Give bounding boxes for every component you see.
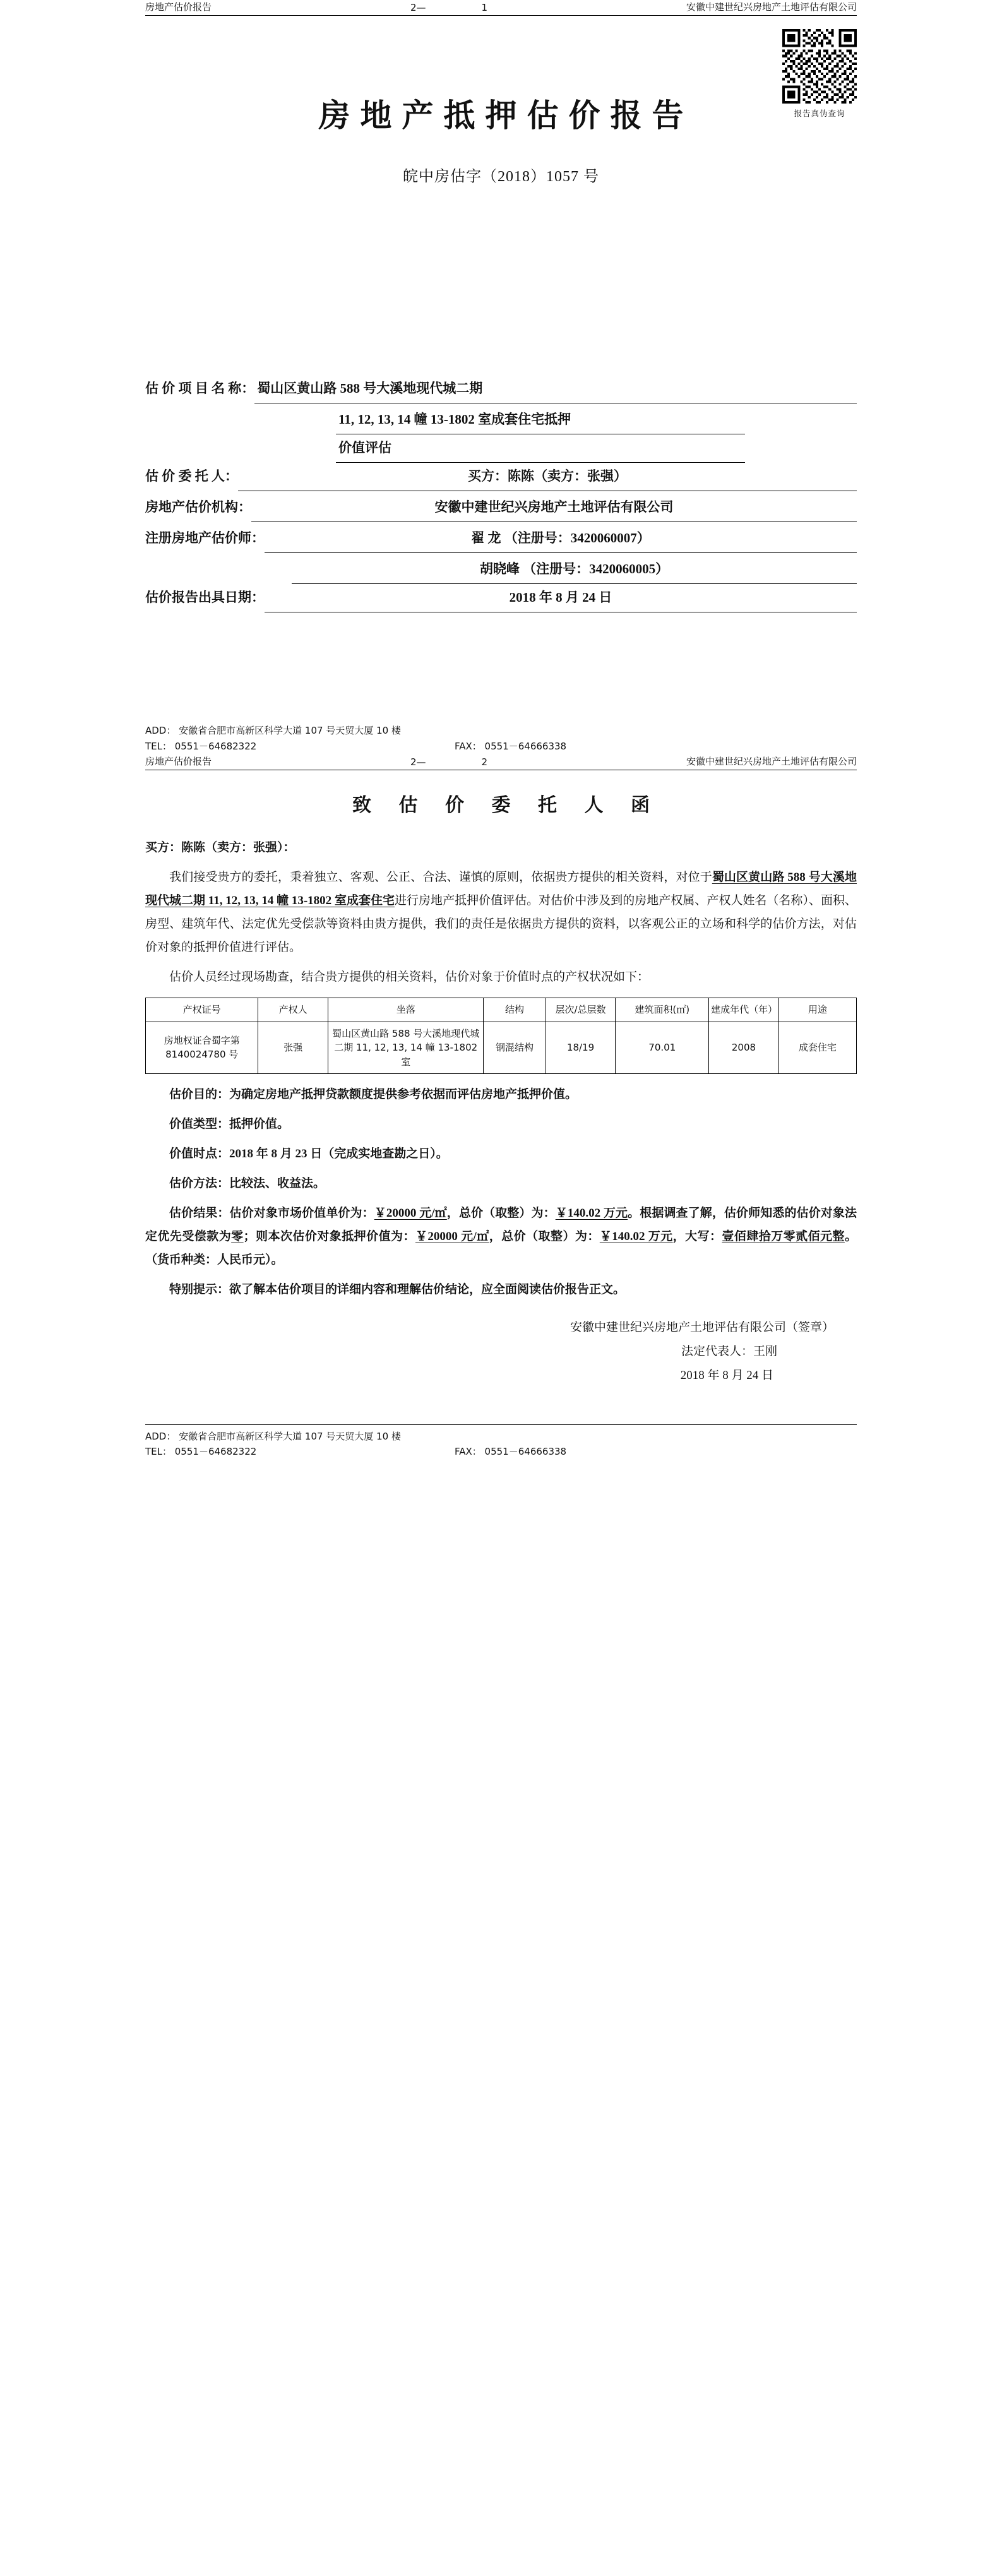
cover-field-client xyxy=(145,463,857,491)
cover-field-project-name xyxy=(145,375,857,403)
table-header-row xyxy=(146,998,857,1022)
result-t5: 抵押价值为： xyxy=(342,1230,415,1244)
td-structure: 钢混结构 xyxy=(484,1022,546,1074)
runhead-middle xyxy=(410,2,487,13)
qr-code-block xyxy=(782,29,857,119)
th-certificate-no: 产权证号 xyxy=(146,998,258,1022)
result-t7: ，大写： xyxy=(672,1230,722,1244)
item-label: 估价方法： xyxy=(169,1177,230,1191)
cover-footer xyxy=(145,723,857,754)
result-t3: 。根据调查了解，估价师知悉的估价对象法定优先受偿款为 xyxy=(145,1207,857,1244)
cover-field-value: 翟 龙 （注册号：3420060007） xyxy=(265,525,857,553)
result-mortgage-total: ￥140.02 万元 xyxy=(599,1230,673,1244)
cover-field-label: 房地产估价机构： xyxy=(145,499,251,515)
result-t8: 。（货币种类：人民币元）。 xyxy=(145,1230,857,1267)
letter-salutation: 买方：陈陈（卖方：张强）： xyxy=(145,840,295,854)
letter-special-notice xyxy=(145,1278,857,1301)
cover-report-number: 皖中房估字（2018）1057 号 xyxy=(403,169,599,185)
cover-address-block xyxy=(145,723,857,754)
letter-footer-rule xyxy=(145,1424,857,1425)
item-text: 2018 年 8 月 23 日（完成实地查勘之日）。 xyxy=(229,1147,448,1161)
letter-address: ADD： 安徽省合肥市高新区科学大道 107 号天贸大厦 10 楼 xyxy=(145,1430,401,1442)
cover-field-value: 买方：陈陈（卖方：张强） xyxy=(238,463,857,491)
letter-item-value-type xyxy=(145,1112,857,1136)
runhead-middle xyxy=(410,756,487,768)
cover-field-project-name-line3: 价值评估 xyxy=(336,434,745,463)
cover-fields xyxy=(145,375,857,612)
cover-fax: FAX： 0551－64666338 xyxy=(455,741,567,753)
signature-company: 安徽中建世纪兴房地产土地评估有限公司（签章） xyxy=(570,1320,834,1334)
th-built-year: 建成年代（年） xyxy=(709,998,779,1022)
result-label: 估价结果： xyxy=(169,1207,230,1220)
cover-field-label: 估价报告出具日期： xyxy=(145,590,265,605)
letter-running-head xyxy=(145,754,857,770)
letter-tel: TEL： 0551－64682322 xyxy=(145,1446,257,1458)
signature-date: 2018 年 8 月 24 日 xyxy=(680,1368,773,1382)
letter-address-block xyxy=(145,1429,857,1460)
item-text: 为确定房地产抵押贷款额度提供参考依据而评估房地产抵押价值。 xyxy=(229,1088,578,1102)
signature-legal-rep: 法定代表人：王刚 xyxy=(681,1344,777,1358)
runhead-page-number: 1 xyxy=(481,2,488,13)
letter-p1-part-c: 进行房地产抵押价值评估。对估价中涉及到的房地产权属、产权人姓名（名称）、面积、房型、建筑年代、法定优先受偿款等资料由贵方提供，我们的责任是依据贵方提供的资料，以客观公正的立场和科学的估价方法，对估价对象的抵押价值进行评估。 xyxy=(145,893,857,955)
item-label: 估价目的： xyxy=(169,1088,230,1102)
cover-field-label: 估 价 委 托 人： xyxy=(145,468,238,484)
runhead-page-prefix: 2— xyxy=(410,756,426,768)
runhead-page-number: 2 xyxy=(481,756,488,768)
item-text: 比较法、收益法。 xyxy=(229,1177,326,1191)
runhead-left: 房地产估价报告 xyxy=(145,755,212,767)
result-mortgage-unit-price: ￥20000 元/㎡ xyxy=(415,1230,489,1244)
letter-page xyxy=(0,754,1002,1460)
th-area: 建筑面积(㎡) xyxy=(616,998,709,1022)
letter-item-purpose xyxy=(145,1083,857,1106)
letter-item-value-date xyxy=(145,1142,857,1166)
cover-address: ADD： 安徽省合肥市高新区科学大道 107 号天贸大厦 10 楼 xyxy=(145,725,401,737)
letter-signature-block xyxy=(145,1316,857,1388)
cover-field-appraiser-1 xyxy=(145,525,857,553)
runhead-right: 安徽中建世纪兴房地产土地评估有限公司 xyxy=(686,755,857,767)
cover-field-value: 蜀山区黄山路 588 号大溪地现代城二期 xyxy=(254,375,857,403)
th-owner: 产权人 xyxy=(258,998,328,1022)
runhead-right: 安徽中建世纪兴房地产土地评估有限公司 xyxy=(686,1,857,13)
item-label: 价值类型： xyxy=(169,1118,230,1131)
letter-title: 致 估 价 委 托 人 函 xyxy=(352,794,661,816)
result-t4: ；则本次估价对象 xyxy=(243,1230,342,1244)
item-text: 抵押价值。 xyxy=(229,1118,290,1131)
result-total-price: ￥140.02 万元 xyxy=(555,1207,628,1220)
notice-label: 特别提示： xyxy=(169,1283,230,1297)
letter-item-result xyxy=(145,1202,857,1272)
result-amount-in-words: 壹佰肆拾万零贰佰元整 xyxy=(722,1230,845,1244)
td-use: 成套住宅 xyxy=(778,1022,856,1074)
result-unit-price: ￥20000 元/㎡ xyxy=(374,1207,447,1220)
result-t6: ，总价（取整）为： xyxy=(489,1230,600,1244)
td-location: 蜀山区黄山路 588 号大溪地现代城二期 11, 12, 13, 14 幢 13-1802 室 xyxy=(328,1022,484,1074)
item-label: 价值时点： xyxy=(169,1147,230,1161)
table-row xyxy=(146,1022,857,1074)
cover-tel-fax-row xyxy=(145,739,857,754)
td-built-year: 2008 xyxy=(709,1022,779,1074)
letter-p1-property: 蜀山区黄山路 588 号大溪地现代城二期 11, 12, 13, 14 幢 13-1802 室成套住宅 xyxy=(145,870,857,907)
cover-field-label: 估 价 项 目 名 称： xyxy=(145,381,255,396)
th-location: 坐落 xyxy=(328,998,484,1022)
letter-item-method xyxy=(145,1172,857,1195)
result-t2: ，总价（取整）为： xyxy=(446,1207,556,1220)
th-floor: 层次/总层数 xyxy=(546,998,616,1022)
th-use: 用途 xyxy=(778,998,856,1022)
cover-field-value: 2018 年 8 月 24 日 xyxy=(265,584,857,612)
th-structure: 结构 xyxy=(484,998,546,1022)
letter-paragraph-2: 估价人员经过现场勘查，结合贵方提供的相关资料，估价对象于价值时点的产权状况如下： xyxy=(169,970,650,984)
letter-tel-fax-row xyxy=(145,1444,857,1460)
td-area: 70.01 xyxy=(616,1022,709,1074)
cover-field-issue-date xyxy=(145,584,857,612)
result-priority-claim: 零 xyxy=(231,1230,244,1244)
cover-field-label: 注册房地产估价师： xyxy=(145,530,265,546)
td-certificate-no: 房地权证合蜀字第 8140024780 号 xyxy=(146,1022,258,1074)
property-status-table xyxy=(145,998,857,1074)
runhead-left: 房地产估价报告 xyxy=(145,1,212,13)
qr-code-icon xyxy=(782,29,857,104)
cover-running-head xyxy=(145,0,857,16)
letter-footer-spacer xyxy=(145,1388,857,1424)
cover-field-agency xyxy=(145,494,857,522)
notice-text: 欲了解本估价项目的详细内容和理解估价结论，应全面阅读估价报告正文。 xyxy=(229,1283,626,1297)
runhead-page-prefix: 2— xyxy=(410,2,426,13)
result-t1: 估价对象市场价值单价为： xyxy=(229,1207,374,1220)
cover-title: 房地产抵押估价报告 xyxy=(318,97,694,134)
letter-paragraph-1 xyxy=(145,866,857,959)
cover-field-appraiser-2: 胡晓峰 （注册号：3420060005） xyxy=(292,556,857,584)
cover-field-value: 安徽中建世纪兴房地产土地评估有限公司 xyxy=(251,494,857,522)
letter-p1-part-a: 我们接受贵方的委托，秉着独立、客观、公正、合法、谨慎的原则，依据贵方提供的相关资料，对位于 xyxy=(169,870,712,884)
cover-tel: TEL： 0551－64682322 xyxy=(145,741,257,753)
td-owner: 张强 xyxy=(258,1022,328,1074)
qr-caption: 报告真伪查询 xyxy=(794,109,845,118)
td-floor: 18/19 xyxy=(546,1022,616,1074)
cover-field-project-name-line2: 11, 12, 13, 14 幢 13-1802 室成套住宅抵押 xyxy=(336,406,745,434)
letter-fax: FAX： 0551－64666338 xyxy=(455,1446,567,1458)
cover-page xyxy=(0,0,1002,754)
